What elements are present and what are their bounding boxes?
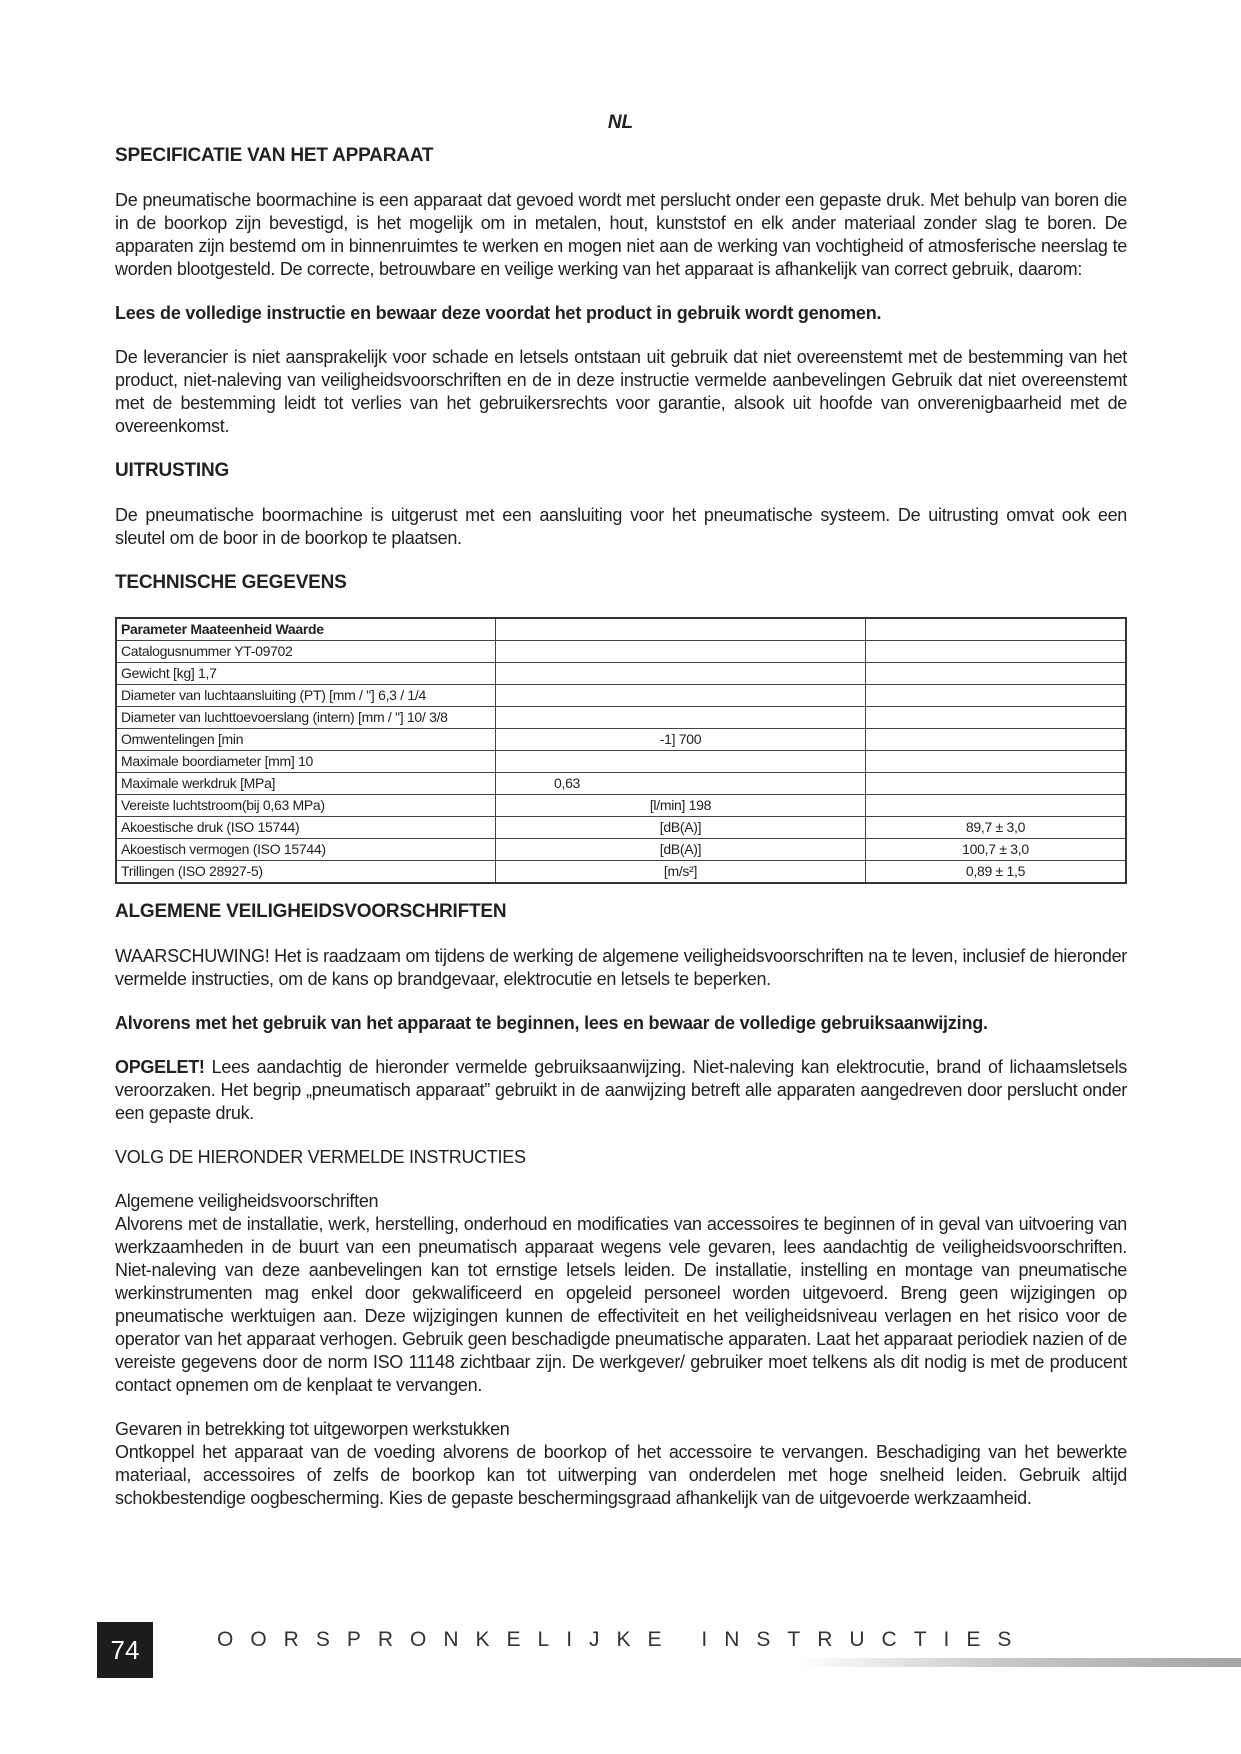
table-cell: -1] 700 xyxy=(496,729,866,751)
spec-paragraph-2: De leverancier is niet aansprakelijk voor schade en letsels ontstaan uit gebruik dat niet overeenstemt met de bestemming van het product, niet-naleving van veiligheidsvoorschriften en de in deze instructie vermelde aanbevelingen Gebruik dat niet overeenstemt met de bestemming leidt tot verlies van het gebruikersrechts voor garantie, alsook uit hoofde van onverenigbaarheid met de overeenkomst. xyxy=(115,347,1127,436)
table-cell: 0,89 ± 1,5 xyxy=(866,861,1127,884)
table-cell: Trillingen (ISO 28927-5) xyxy=(116,861,496,884)
table-cell xyxy=(866,729,1127,751)
table-cell xyxy=(496,685,866,707)
table-cell: Maximale werkdruk [MPa] xyxy=(116,773,496,795)
table-cell xyxy=(866,751,1127,773)
table-row xyxy=(116,707,1126,729)
table-cell: Vereiste luchtstroom(bij 0,63 MPa) xyxy=(116,795,496,817)
technical-data-table xyxy=(115,617,1127,884)
page-number: 74 xyxy=(97,1622,153,1678)
language-code: NL xyxy=(607,112,634,133)
table-cell: 89,7 ± 3,0 xyxy=(866,817,1127,839)
table-cell: [m/s²] xyxy=(496,861,866,884)
table-cell xyxy=(866,618,1127,641)
table-cell xyxy=(496,663,866,685)
table-cell xyxy=(866,641,1127,663)
opgelet-paragraph xyxy=(115,1056,1127,1125)
table-row xyxy=(116,861,1126,884)
hazard-subtitle: Gevaren in betrekking tot uitgeworpen werkstukken xyxy=(115,1419,510,1439)
follow-instructions-title: VOLG DE HIERONDER VERMELDE INSTRUCTIES xyxy=(115,1147,526,1167)
table-row xyxy=(116,839,1126,861)
safety-bold-notice: Alvorens met het gebruik van het apparaat te beginnen, lees en bewaar de volledige gebruiksaanwijzing. xyxy=(115,1013,988,1033)
table-cell: Diameter van luchtaansluiting (PT) [mm / "] 6,3 / 1/4 xyxy=(116,685,496,707)
safety-title: ALGEMENE VEILIGHEIDSVOORSCHRIFTEN xyxy=(115,901,507,922)
equipment-paragraph: De pneumatische boormachine is uitgerust met een aansluiting voor het pneumatische systeem. De uitrusting omvat ook een sleutel om de boor in de boorkop te plaatsen. xyxy=(115,505,1127,548)
spec-title: SPECIFICATIE VAN HET APPARAAT xyxy=(115,145,434,166)
table-cell: Akoestische druk (ISO 15744) xyxy=(116,817,496,839)
hazard-paragraph: Ontkoppel het apparaat van de voeding alvorens de boorkop of het accessoire te vervangen. Beschadiging van het bewerkte materiaal, accessoires of zelfs de boorkop kan tot uitwerping van onderdelen met hoge snelheid leiden. Gebruik altijd schokbestendige oogbescherming. Kies de gepaste beschermingsgraad afhankelijk van de uitgevoerde werkzaamheid. xyxy=(115,1442,1127,1508)
table-cell: Gewicht [kg] 1,7 xyxy=(116,663,496,685)
table-cell: [dB(A)] xyxy=(496,817,866,839)
table-cell xyxy=(496,618,866,641)
spec-paragraph-1: De pneumatische boormachine is een apparaat dat gevoed wordt met perslucht onder een gepaste druk. Met behulp van boren die in de boorkop zijn bevestigd, is het mogelijk om in metalen, hout, kunststof en elk ander materiaal zonder slag te boren. De apparaten zijn bestemd om in binnenruimtes te werken en mogen niet aan de werking van vochtigheid of atmosferische neerslag te worden blootgesteld. De correcte, betrouwbare en veilige werking van het apparaat is afhankelijk van correct gebruik, daarom: xyxy=(115,190,1127,279)
content xyxy=(115,144,1127,1531)
table-cell: 100,7 ± 3,0 xyxy=(866,839,1127,861)
table-row xyxy=(116,663,1126,685)
table-cell xyxy=(496,641,866,663)
table-row xyxy=(116,773,1126,795)
table-row xyxy=(116,641,1126,663)
opgelet-text: Lees aandachtig de hieronder vermelde gebruiksaanwijzing. Niet-naleving kan elektrocutie, brand of lichaamsletsels veroorzaken. Het begrip „pneumatisch apparaat” gebruikt in de aanwijzing betreft alle apparaten aangedreven door perslucht onder een gepaste druk. xyxy=(115,1057,1127,1123)
table-cell xyxy=(866,663,1127,685)
table-cell xyxy=(496,751,866,773)
equipment-title: UITRUSTING xyxy=(115,460,230,481)
opgelet-label: OPGELET! xyxy=(115,1057,205,1077)
table-cell: [dB(A)] xyxy=(496,839,866,861)
table-cell: Maximale boordiameter [mm] 10 xyxy=(116,751,496,773)
spec-bold-notice: Lees de volledige instructie en bewaar deze voordat het product in gebruik wordt genomen. xyxy=(115,303,882,323)
footer-title: OORSPRONKELIJKE INSTRUCTIES xyxy=(217,1628,1029,1651)
safety-warning-paragraph: WAARSCHUWING! Het is raadzaam om tijdens de werking de algemene veiligheidsvoorschriften na te leven, inclusief de hieronder vermelde instructies, om de kans op brandgevaar, elektrocutie en letsels te beperken. xyxy=(115,946,1127,989)
general-safety-paragraph: Alvorens met de installatie, werk, herstelling, onderhoud en modificaties van accessoires te beginnen of in geval van uitvoering van werkzaamheden in de buurt van een pneumatisch apparaat wegens vele gevaren, lees aandachtig de veiligheidsvoorschriften. Niet-naleving van deze aanbevelingen kan tot ernstige letsels leiden. De installatie, instelling en montage van pneumatische werkinstrumenten mag enkel door gekwalificeerd en opgeleid personeel worden uitgevoerd. Breng geen wijzigingen op pneumatische werktuigen aan. Deze wijzigingen kunnen de effectiviteit en het veiligheidsniveau verlagen en het risico voor de operator van het apparaat verhogen. Gebruik geen beschadigde pneumatische apparaten. Laat het apparaat periodiek nazien of de vereiste gegevens door de norm ISO 11148 zichtbaar zijn. De werkgever/ gebruiker moet telkens als dit nodig is met de producent contact opnemen om de kenplaat te vervangen. xyxy=(115,1214,1127,1395)
table-row xyxy=(116,618,1126,641)
table-cell xyxy=(496,707,866,729)
table-row xyxy=(116,751,1126,773)
table-cell xyxy=(866,795,1127,817)
table-cell: Catalogusnummer YT-09702 xyxy=(116,641,496,663)
table-cell: Omwentelingen [min xyxy=(116,729,496,751)
table-cell xyxy=(866,773,1127,795)
general-safety-subtitle: Algemene veiligheidsvoorschriften xyxy=(115,1191,379,1211)
footer-gradient-bar xyxy=(797,1658,1241,1667)
table-cell: Parameter Maateenheid Waarde xyxy=(116,618,496,641)
technical-data-title: TECHNISCHE GEGEVENS xyxy=(115,572,347,593)
table-cell: 0,63 xyxy=(496,773,866,795)
footer xyxy=(97,1622,1207,1678)
table-cell xyxy=(866,685,1127,707)
table-row xyxy=(116,795,1126,817)
table-row xyxy=(116,729,1126,751)
table-row xyxy=(116,685,1126,707)
table-cell xyxy=(866,707,1127,729)
table-row xyxy=(116,817,1126,839)
table-cell: [l/min] 198 xyxy=(496,795,866,817)
table-cell: Akoestisch vermogen (ISO 15744) xyxy=(116,839,496,861)
table-cell: Diameter van luchttoevoerslang (intern) [mm / "] 10/ 3/8 xyxy=(116,707,496,729)
